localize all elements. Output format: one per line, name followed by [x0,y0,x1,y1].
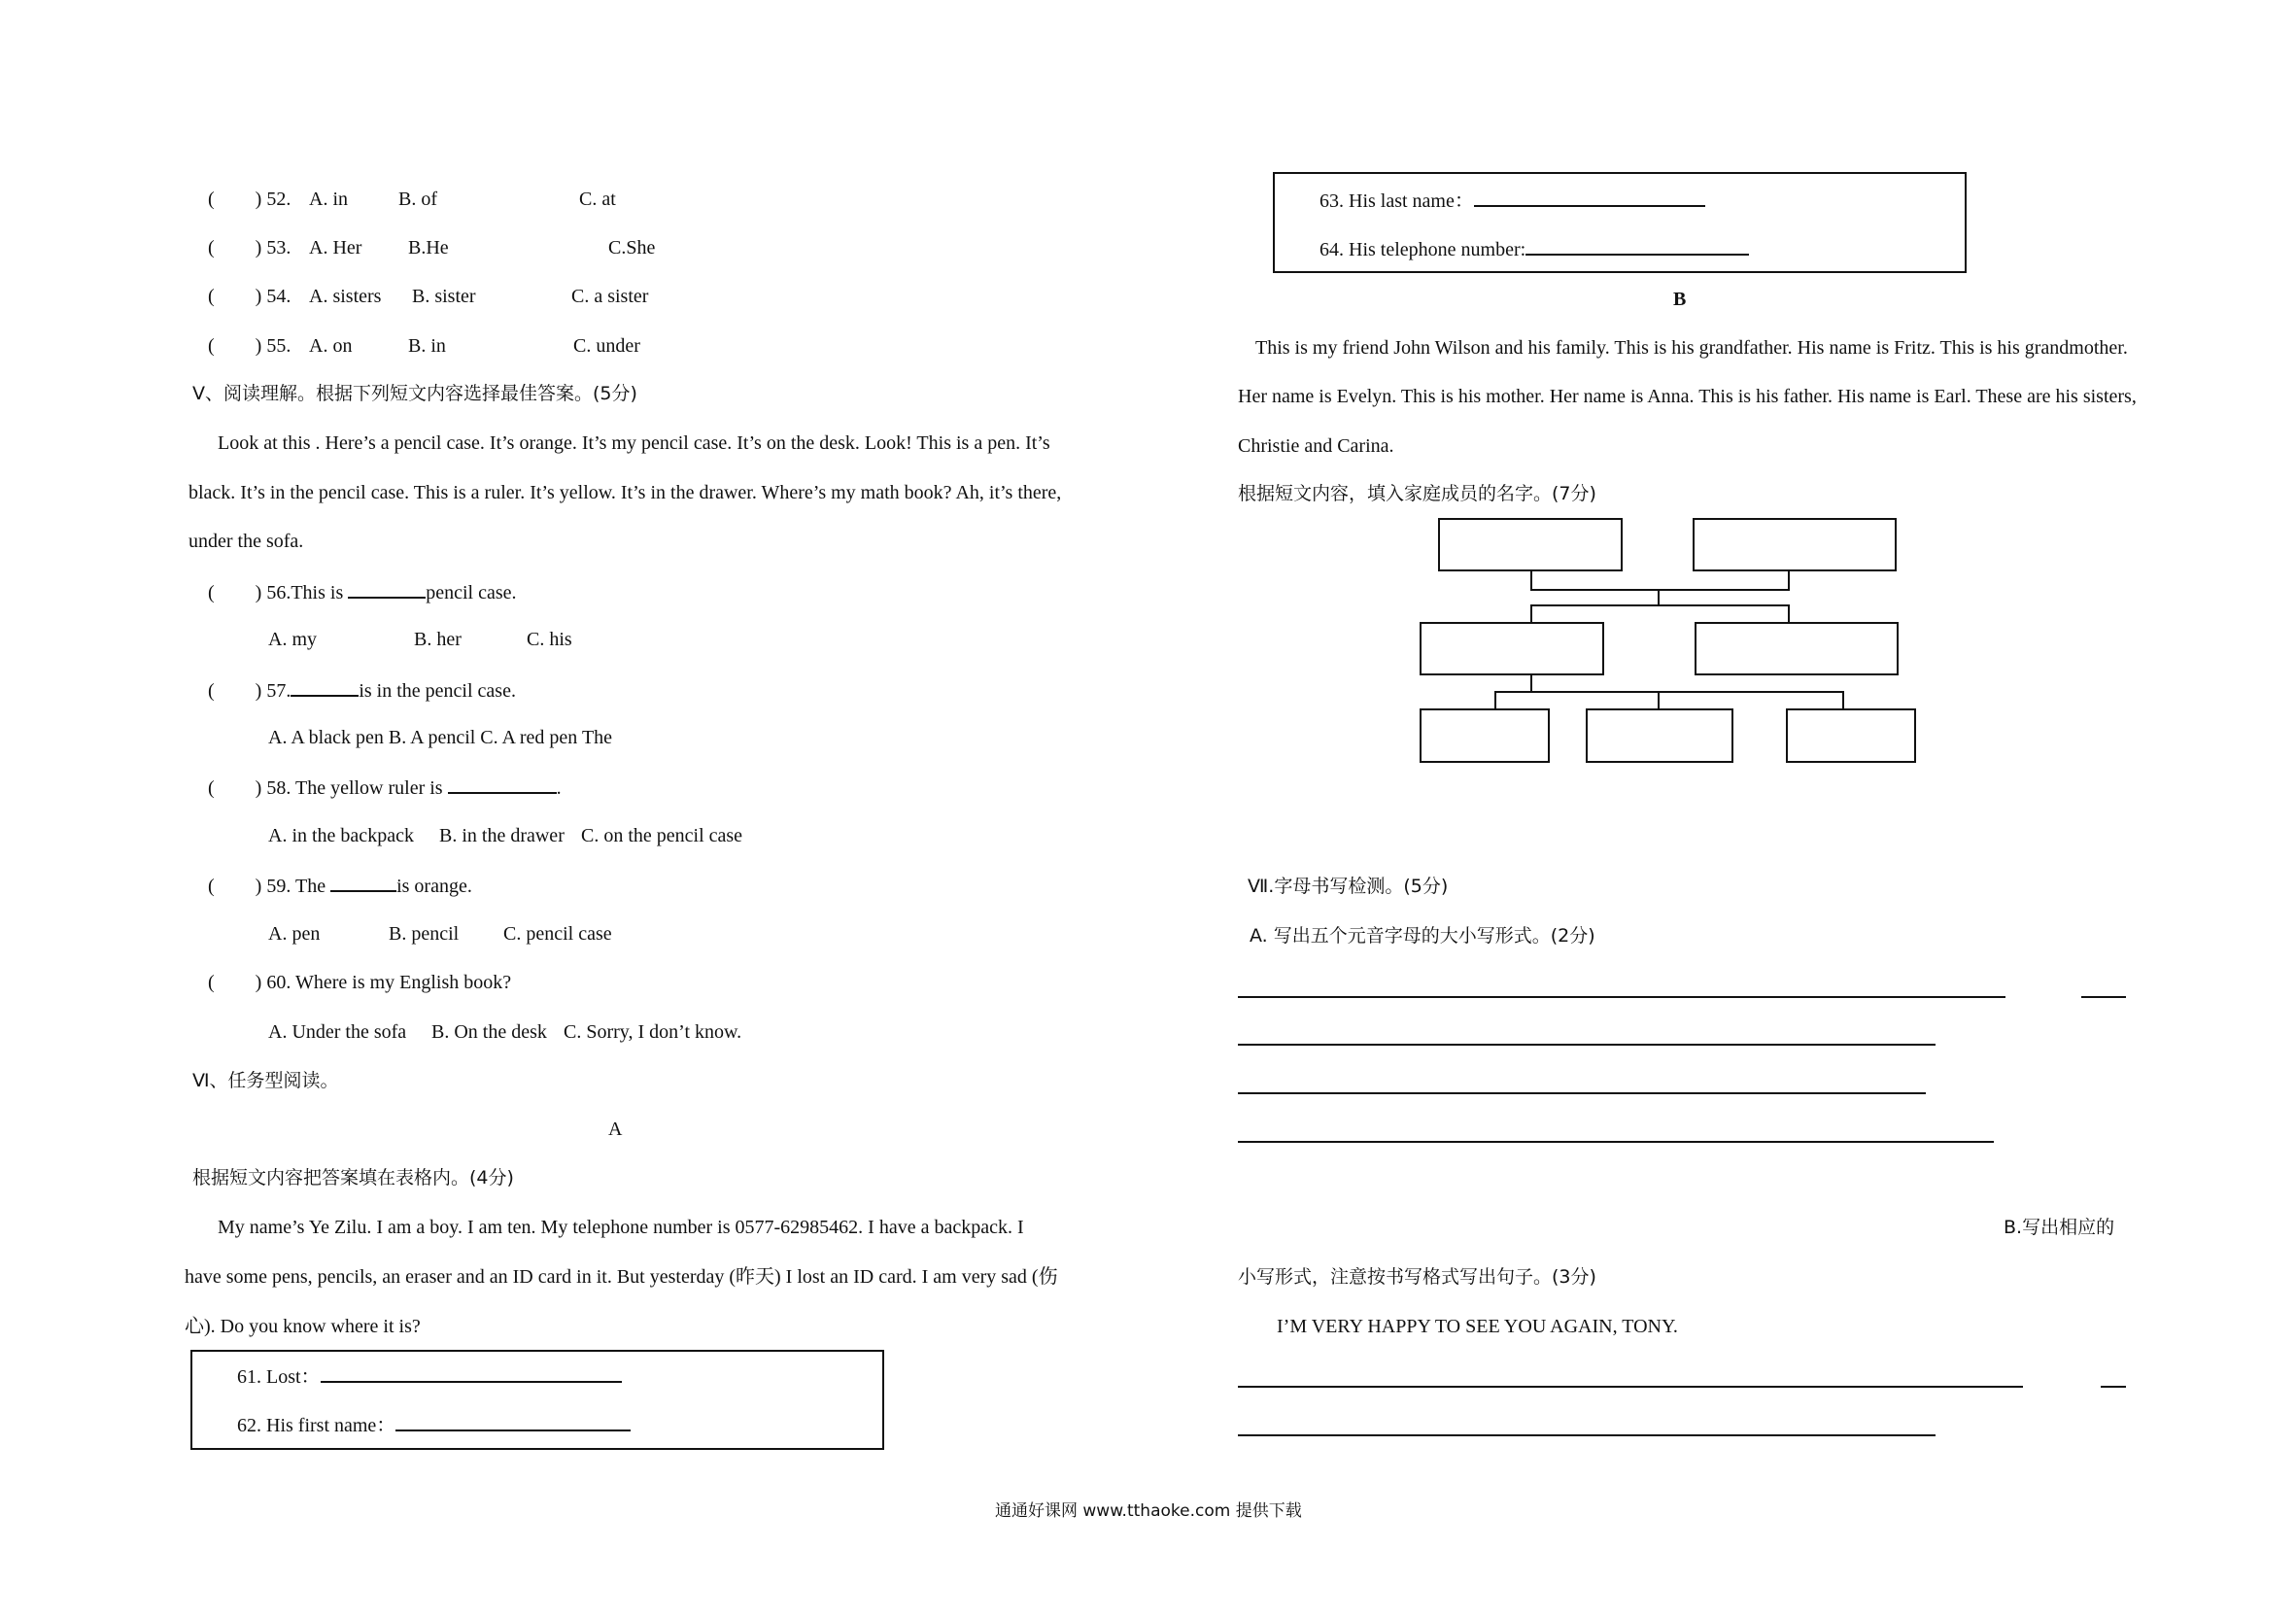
question-52: ( ) 52. [208,189,291,210]
q59-blank[interactable] [330,873,396,892]
q58-option-a: A. in the backpack [268,825,414,846]
tree-connector [1842,691,1844,708]
section-6-title: Ⅵ、任务型阅读。 [192,1070,339,1091]
question-55: ( ) 55. [208,335,291,357]
writing-line[interactable] [1238,1044,1936,1046]
passage-b-line-2: Her name is Evelyn. This is his mother. Her name is Anna. This is his father. His name is Earl. These are his sisters, [1238,386,2137,407]
tree-connector [1530,571,1532,589]
q60-option-c: C. Sorry, I don’t know. [564,1021,742,1043]
tree-connector [1494,691,1842,693]
q57-blank[interactable] [291,677,359,697]
q56-option-c: C. his [527,629,572,650]
q56-option-a: A. my [268,629,317,650]
q59-option-a: A. pen [268,923,321,945]
q56-option-b: B. her [414,629,462,650]
tree-box-mother[interactable] [1420,622,1604,675]
writing-line[interactable] [1238,1386,2023,1388]
section-7-part-b-continued: 小写形式，注意按书写格式写出句子。(3分) [1238,1266,1596,1288]
tree-connector [1530,604,1788,606]
q54-option-b: B. sister [412,286,476,307]
tree-connector [1658,589,1660,604]
writing-line[interactable] [1238,1141,1994,1143]
question-63: 63. His last name： [1319,188,1705,213]
passage-a-line-1: My name’s Ye Zilu. I am a boy. I am ten. My telephone number is 0577-62985462. I have a backpack. I [218,1217,1024,1238]
question-57: ( ) 57. is in the pencil case. [208,677,516,703]
tree-connector [1788,571,1790,589]
q63-blank[interactable] [1474,188,1705,207]
q64-blank[interactable] [1525,236,1749,256]
q58-option-c: C. on the pencil case [581,825,743,846]
question-59: ( ) 59. The is orange. [208,873,472,898]
q52-option-b: B. of [398,189,437,210]
tree-connector [1494,691,1496,708]
writing-line[interactable] [1238,996,2005,998]
passage-5-line-1: Look at this . Here’s a pencil case. It’s orange. It’s my pencil case. It’s on the desk. Look! This is a pen. It’s [218,432,1050,454]
part-a-instruction: 根据短文内容把答案填在表格内。(4分) [192,1167,514,1188]
tree-connector [1530,675,1532,691]
passage-5-line-3: under the sofa. [188,531,304,552]
q55-option-b: B. in [408,335,446,357]
section-7-part-a: A. 写出五个元音字母的大小写形式。(2分) [1250,925,1595,947]
passage-b-line-3: Christie and Carina. [1238,435,1394,457]
tree-box-child-2[interactable] [1586,708,1733,763]
part-b-instruction: 根据短文内容，填入家庭成员的名字。(7分) [1238,483,1596,504]
q55-option-a: A. on [309,335,353,357]
q60-option-b: B. On the desk [431,1021,547,1043]
q58-option-b: B. in the drawer [439,825,565,846]
q55-option-c: C. under [573,335,640,357]
writing-line[interactable] [1238,1434,1936,1436]
q59-option-c: C. pencil case [503,923,612,945]
tree-box-father[interactable] [1695,622,1899,675]
q61-blank[interactable] [321,1363,622,1383]
passage-a-line-3: 心). Do you know where it is? [185,1316,421,1337]
q60-option-a: A. Under the sofa [268,1021,407,1043]
tree-box-child-3[interactable] [1786,708,1916,763]
writing-line[interactable] [2101,1386,2126,1388]
question-61: 61. Lost： [237,1363,622,1389]
tree-box-child-1[interactable] [1420,708,1550,763]
tree-connector [1658,691,1660,708]
part-a-label: A [608,1119,623,1140]
question-62: 62. His first name： [237,1412,631,1437]
q57-options: A. A black pen B. A pencil C. A red pen The [268,727,613,748]
q62-blank[interactable] [395,1412,631,1431]
section-7-part-b: B.写出相应的 [2004,1217,2115,1238]
question-53: ( ) 53. [208,237,291,258]
question-58: ( ) 58. The yellow ruler is . [208,775,562,800]
q56-blank[interactable] [348,579,426,599]
passage-5-line-2: black. It’s in the pencil case. This is a ruler. It’s yellow. It’s in the drawer. Where’s my math book? Ah, it’s there, [188,482,1062,503]
section-7-title: Ⅶ.字母书写检测。(5分) [1248,876,1449,897]
question-54: ( ) 54. [208,286,291,307]
tree-connector [1530,589,1790,591]
q53-option-b: B.He [408,237,449,258]
tree-box-grandfather[interactable] [1438,518,1623,571]
question-60: ( ) 60. Where is my English book? [208,972,512,993]
tree-connector [1788,604,1790,622]
q58-blank[interactable] [448,775,557,794]
passage-b-line-1: This is my friend John Wilson and his family. This is his grandfather. His name is Fritz. This is his grandmother. [1255,337,2128,359]
part-b-label: B [1673,289,1687,310]
writing-line[interactable] [2081,996,2126,998]
q59-option-b: B. pencil [389,923,460,945]
q53-option-c: C.She [608,237,656,258]
tree-connector [1530,604,1532,622]
q54-option-a: A. sisters [309,286,382,307]
section-5-title: Ⅴ、阅读理解。根据下列短文内容选择最佳答案。(5分) [192,383,637,404]
writing-line[interactable] [1238,1092,1926,1094]
question-56: ( ) 56.This is pencil case. [208,579,517,604]
sentence-to-rewrite: I’M VERY HAPPY TO SEE YOU AGAIN, TONY. [1277,1316,1678,1337]
passage-a-line-2: have some pens, pencils, an eraser and an ID card in it. But yesterday (昨天) I lost an ID card. I am very sad (伤 [185,1266,1058,1288]
q54-option-c: C. a sister [571,286,649,307]
footer-source: 通通好课网 www.tthaoke.com 提供下载 [995,1501,1302,1521]
q52-option-a: A. in [309,189,348,210]
question-64: 64. His telephone number: [1319,236,1749,261]
tree-box-grandmother[interactable] [1693,518,1897,571]
q52-option-c: C. at [579,189,616,210]
q53-option-a: A. Her [309,237,362,258]
